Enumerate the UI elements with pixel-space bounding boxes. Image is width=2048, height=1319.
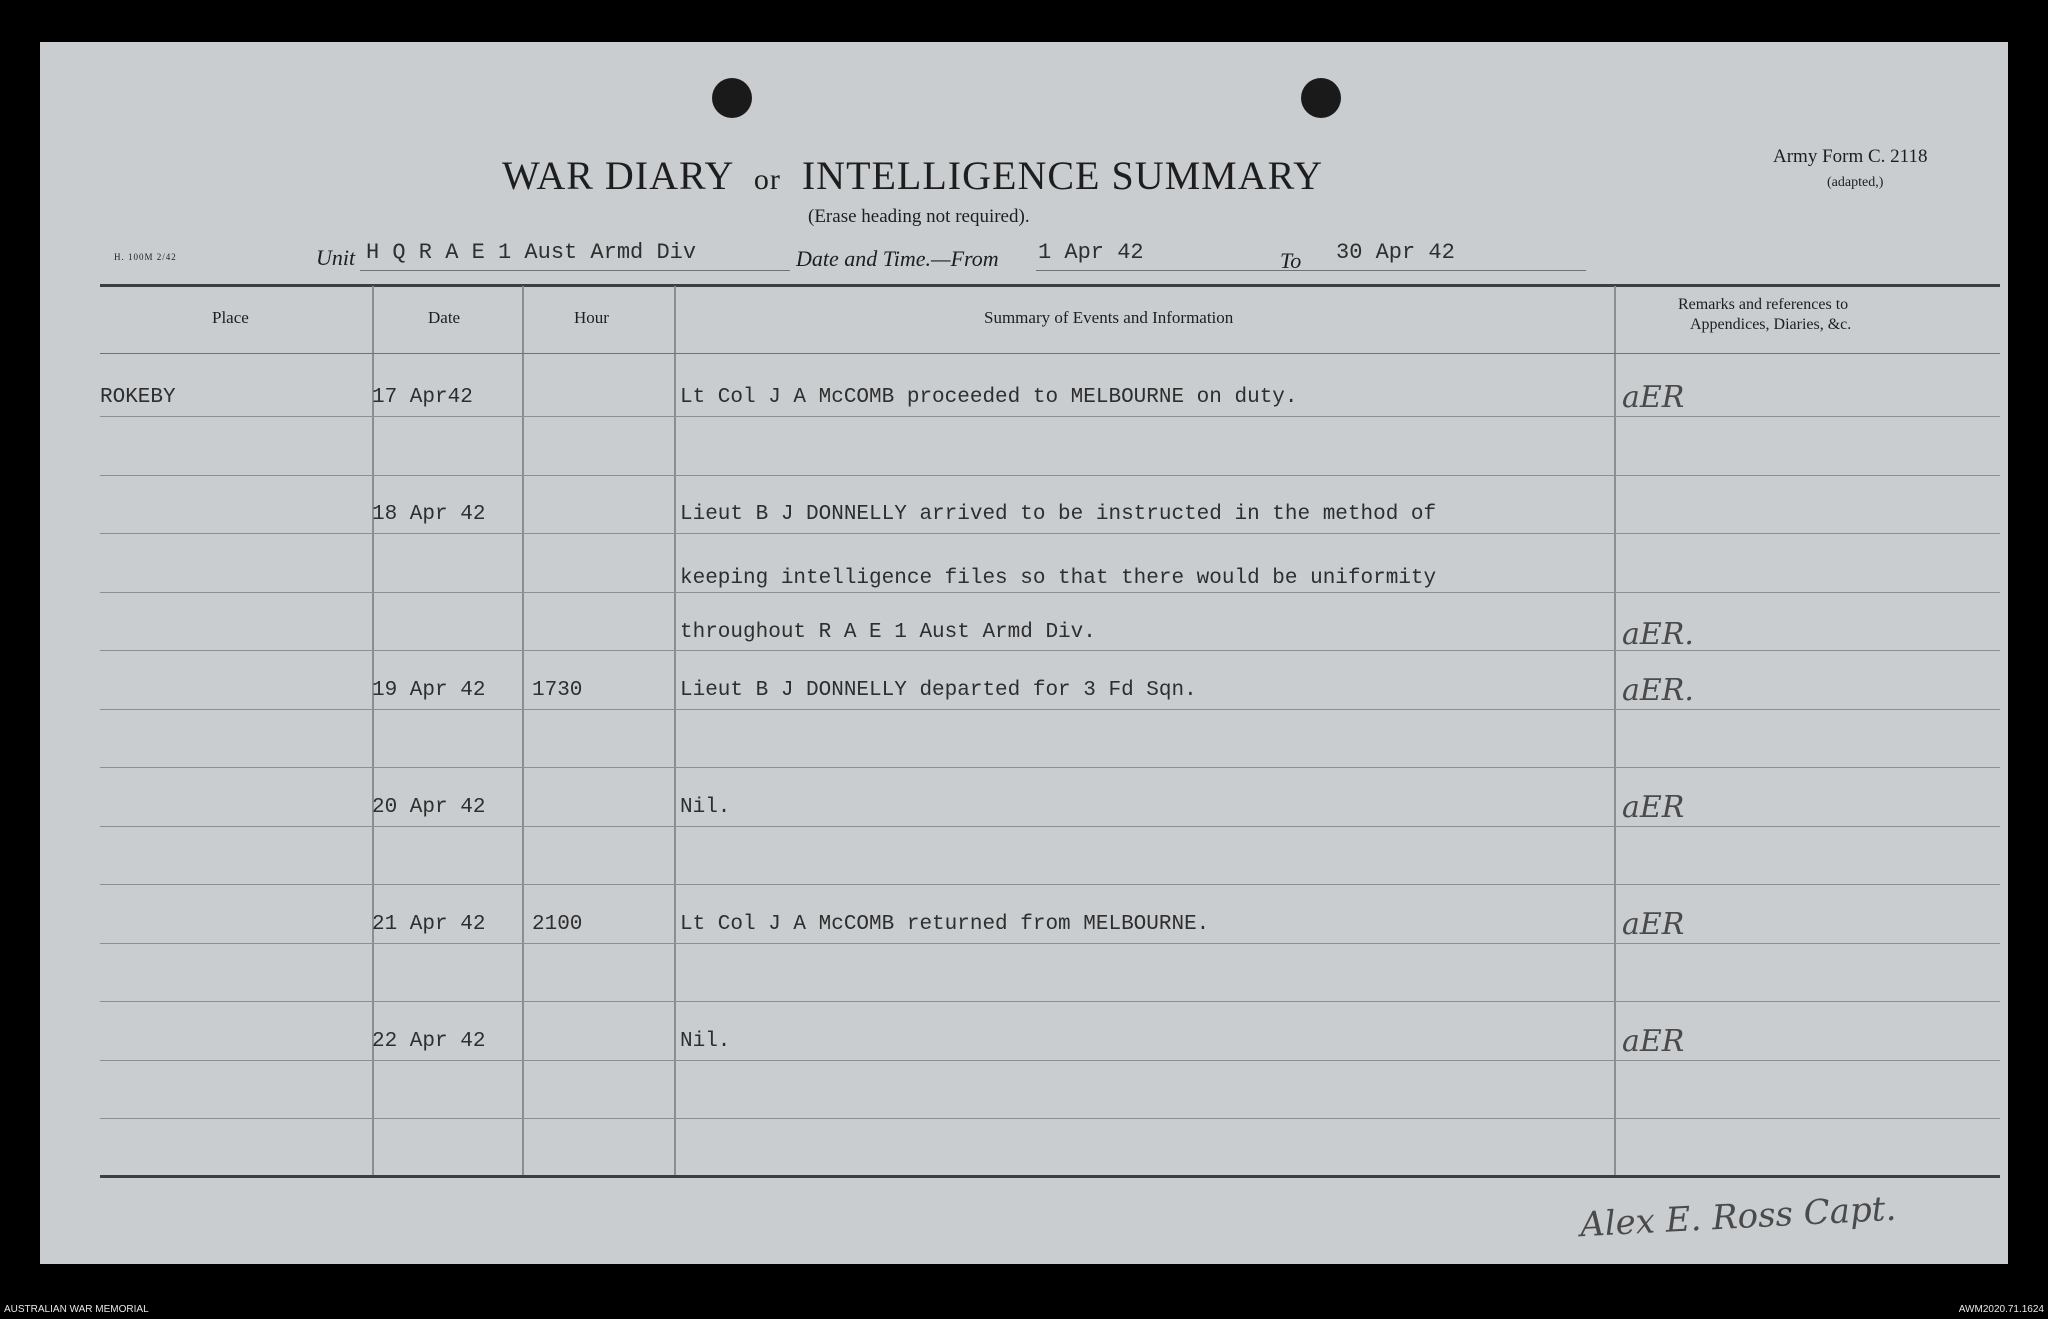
entry-summary-line: keeping intelligence files so that there would be uniformity: [680, 567, 1437, 590]
ruled-line: [100, 1118, 2000, 1119]
entry-date: 21 Apr 42: [372, 912, 486, 936]
footer-credit: AUSTRALIAN WAR MEMORIAL: [4, 1304, 149, 1315]
unit-underline: [360, 270, 790, 271]
entry-date: 20 Apr 42: [372, 795, 486, 819]
ruled-line: [100, 826, 2000, 827]
entry-summary-line: Lieut B J DONNELLY arrived to be instructed in the method of: [680, 503, 1437, 526]
entry-initials: aER: [1622, 906, 1685, 942]
ruled-line: [100, 943, 2000, 944]
entry-summary-line: throughout R A E 1 Aust Armd Div.: [680, 621, 1096, 644]
ruled-line: [100, 475, 2000, 476]
entry-place: ROKEBY: [100, 386, 176, 409]
column-place: Place: [212, 308, 249, 327]
unit-value: H Q R A E 1 Aust Armd Div: [366, 240, 697, 265]
divider-date-hour: [522, 286, 524, 1175]
form-subtitle: (Erase heading not required).: [808, 206, 1030, 227]
column-date: Date: [428, 308, 461, 327]
entry-initials: aER.: [1622, 672, 1694, 708]
ruled-line: [100, 592, 2000, 593]
from-underline: [1036, 270, 1316, 271]
column-summary: Summary of Events and Information: [984, 308, 1234, 327]
to-value: 30 Apr 42: [1336, 240, 1455, 265]
entry-summary-line: Nil.: [680, 795, 731, 819]
ruled-line: [100, 884, 2000, 885]
army-form-number: Army Form C. 2118: [1773, 146, 1928, 167]
entry-summary-line: Nil.: [680, 1029, 731, 1053]
divider-summary-remarks: [1614, 286, 1616, 1175]
entry-initials: aER.: [1622, 617, 1694, 652]
form-title: [502, 152, 1323, 199]
column-remarks-line2: Appendices, Diaries, &c.: [1690, 316, 1852, 333]
diary-sheet: [40, 42, 2008, 1264]
title-part2: INTELLIGENCE SUMMARY: [801, 153, 1323, 198]
to-underline: [1306, 270, 1586, 271]
unit-label: Unit: [316, 245, 356, 270]
title-or: or: [753, 163, 781, 196]
ruled-line: [100, 416, 2000, 417]
column-remarks-line1: Remarks and references to: [1678, 296, 1849, 313]
entry-initials: aER: [1622, 789, 1685, 825]
entry-date: 17 Apr42: [372, 386, 473, 409]
ruled-line: [100, 767, 2000, 768]
ruled-line: [100, 650, 2000, 651]
entry-date: 18 Apr 42: [372, 503, 486, 526]
table-top-rule: [100, 284, 2000, 287]
print-code: H. 100M 2/42: [114, 252, 177, 262]
divider-hour-summary: [674, 286, 676, 1175]
army-form-adapted: (adapted,): [1827, 175, 1884, 190]
entry-hour: 1730: [532, 678, 583, 702]
ruled-line: [100, 1001, 2000, 1002]
title-part1: WAR DIARY: [502, 153, 733, 198]
entry-hour: 2100: [532, 912, 583, 936]
ruled-line: [100, 533, 2000, 534]
entry-initials: aER: [1622, 1023, 1685, 1059]
from-value: 1 Apr 42: [1038, 240, 1144, 265]
punch-hole-right: [1301, 78, 1341, 118]
entry-summary-line: Lt Col J A McCOMB returned from MELBOURNE.: [680, 912, 1210, 936]
ruled-line: [100, 1060, 2000, 1061]
table-bottom-rule: [100, 1175, 2000, 1178]
entry-date: 19 Apr 42: [372, 678, 486, 702]
to-label: To: [1280, 248, 1302, 273]
entry-summary-line: Lieut B J DONNELLY departed for 3 Fd Sqn.: [680, 678, 1197, 702]
punch-hole-left: [712, 78, 752, 118]
ruled-line: [100, 709, 2000, 710]
entry-initials: aER: [1622, 380, 1685, 415]
entry-summary-line: Lt Col J A McCOMB proceeded to MELBOURNE on duty.: [680, 386, 1298, 409]
entry-date: 22 Apr 42: [372, 1029, 486, 1053]
date-time-label: Date and Time.—From: [796, 246, 999, 271]
signature: Alex E. Ross Capt.: [1579, 1188, 1898, 1246]
column-hour: Hour: [574, 308, 609, 327]
footer-reference: AWM2020.71.1624: [1958, 1304, 2044, 1315]
header-rule: [100, 353, 2000, 354]
